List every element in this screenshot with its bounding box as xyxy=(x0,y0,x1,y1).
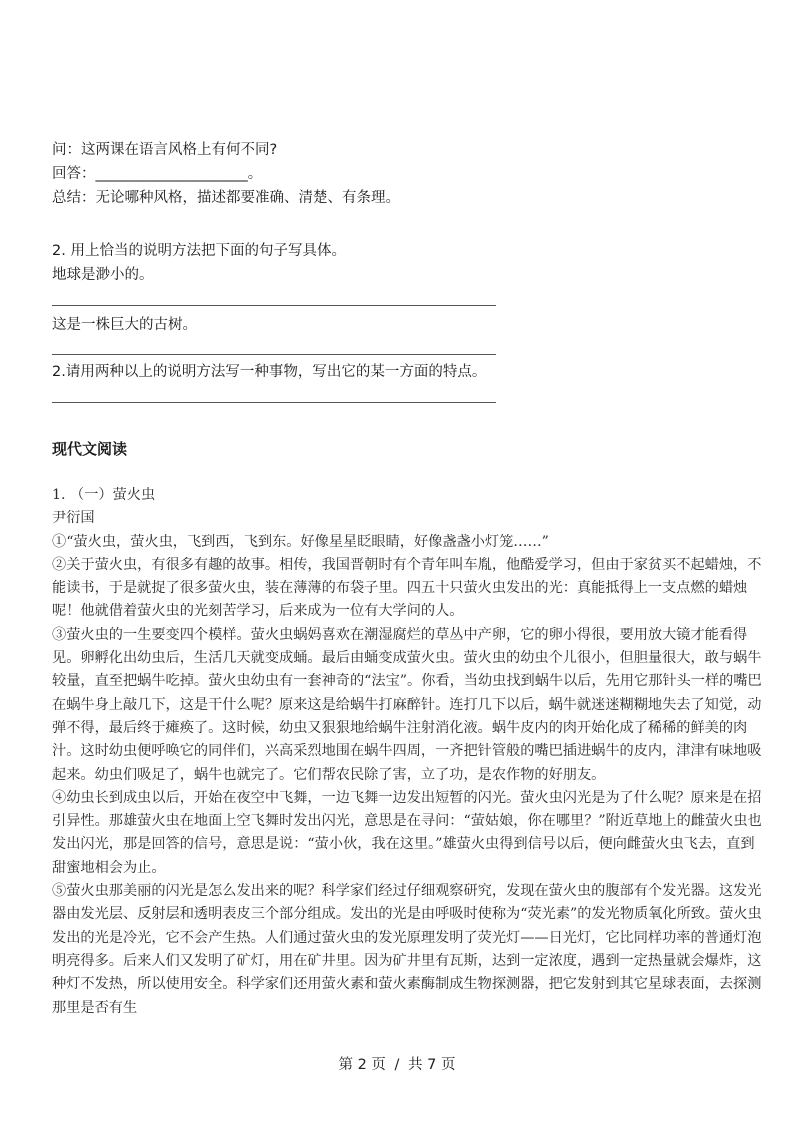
section-heading: 现代文阅读 xyxy=(52,440,128,458)
passage-paragraph: ⑤萤火虫那美丽的闪光是怎么发出来的呢？科学家们经过仔细观察研究，发现在萤火虫的腹部有个发光器。这发光器由发光层、反射层和透明表皮三个部分组成。发出的光是由呼吸时使称为“荧光素”的发光物质氧化所致。萤火虫发出的光是冷光，它不会产生热。人们通过萤火虫的发光原理发明了荧光灯——日光灯，它比同样功率的普通灯泡明亮得多。后来人们又发明了矿灯，用在矿井里。因为矿井里有瓦斯，达到一定浓度，遇到一定热量就会爆炸，这种灯不发热，所以使用安全。科学家们还用萤火素和萤火素酶制成生物探测器，把它发射到其它星球表面，去探测那里是否有生 xyxy=(52,883,762,1016)
summary-text: 总结：无论哪种风格，描述都要准确、清楚、有条理。 xyxy=(52,190,400,206)
answer-blank-line xyxy=(52,354,496,355)
passage-paragraph: ②关于萤火虫，有很多有趣的故事。相传，我国晋朝时有个青年叫车胤，他酷爱学习，但由于家贫买不起蜡烛，不能读书，于是就捉了很多萤火虫，装在薄薄的布袋子里。四五十只萤火虫发出的光：真能抵得上一支点燃的蜡烛呢！他就借着萤火虫的光刻苦学习，后来成为一位有大学问的人。 xyxy=(52,556,762,620)
page-footer xyxy=(0,1053,794,1074)
page-separator: / xyxy=(394,1057,400,1073)
task2-sentence-2: 这是一株巨大的古树。 xyxy=(52,317,197,333)
passage-title: 1. （一）萤火虫 xyxy=(52,487,156,503)
page-total: 共 7 页 xyxy=(408,1057,456,1073)
answer-blank-line xyxy=(52,402,496,403)
passage-author: 尹衍国 xyxy=(52,510,95,527)
passage-paragraph: ①“萤火虫，萤火虫，飞到西，飞到东。好像星星眨眼睛，好像盏盏小灯笼……” xyxy=(52,533,549,550)
reading-passage xyxy=(52,484,768,1046)
answer-line: 回答：_____________________。 xyxy=(52,166,263,182)
page-number: 第 2 页 xyxy=(338,1057,386,1073)
question-text: 问：这两课在语言风格上有何不同? xyxy=(52,142,278,158)
task2-sentence-1: 地球是渺小的。 xyxy=(52,267,154,283)
task3-prompt: 2.请用两种以上的说明方法写一种事物，写出它的某一方面的特点。 xyxy=(52,364,487,380)
task2-title: 2. 用上恰当的说明方法把下面的句子写具体。 xyxy=(52,243,346,259)
answer-blank-line xyxy=(52,305,496,306)
passage-paragraph: ③萤火虫的一生要变四个模样。萤火虫蜗妈喜欢在潮湿腐烂的草丛中产卵，它的卵小得很，要用放大镜才能看得见。卵孵化出幼虫后，生活几天就变成蛹。最后由蛹变成萤火虫。萤火虫的幼虫个儿很小，但胆量很大，敢与蜗牛较量，直至把蜗牛吃掉。萤火虫幼虫有一套神奇的“法宝”。你看，当幼虫找到蜗牛以后，先用它那针头一样的嘴巴在蜗牛身上敲几下，这是干什么呢？原来这是给蜗牛打麻醉针。连打几下以后，蜗牛就迷迷糊糊地失去了知觉，动弹不得，最后终于瘫痪了。这时候，幼虫又狠狠地给蜗牛注射消化液。蜗牛皮内的肉开始化成了稀稀的鲜美的肉汁。这时幼虫便呼唤它的同伴们，兴高采烈地围在蜗牛四周，一齐把针管般的嘴巴插进蜗牛的皮内，津津有味地吸起来。幼虫们吸足了，蜗牛也就完了。它们帮农民除了害，立了功，是农作物的好朋友。 xyxy=(52,626,762,783)
passage-paragraph: ④幼虫长到成虫以后，开始在夜空中飞舞，一边飞舞一边发出短暂的闪光。萤火虫闪光是为了什么呢？原来是在招引异性。那雄萤火虫在地面上空飞舞时发出闪光，意思是在寻问：“萤姑娘，你在哪里？”附近草地上的雌萤火虫也发出闪光，那是回答的信号，意思是说：“萤小伙，我在这里。”雄萤火虫得到信号以后，便向雌萤火虫飞去，直到甜蜜地相会为止。 xyxy=(52,789,762,876)
